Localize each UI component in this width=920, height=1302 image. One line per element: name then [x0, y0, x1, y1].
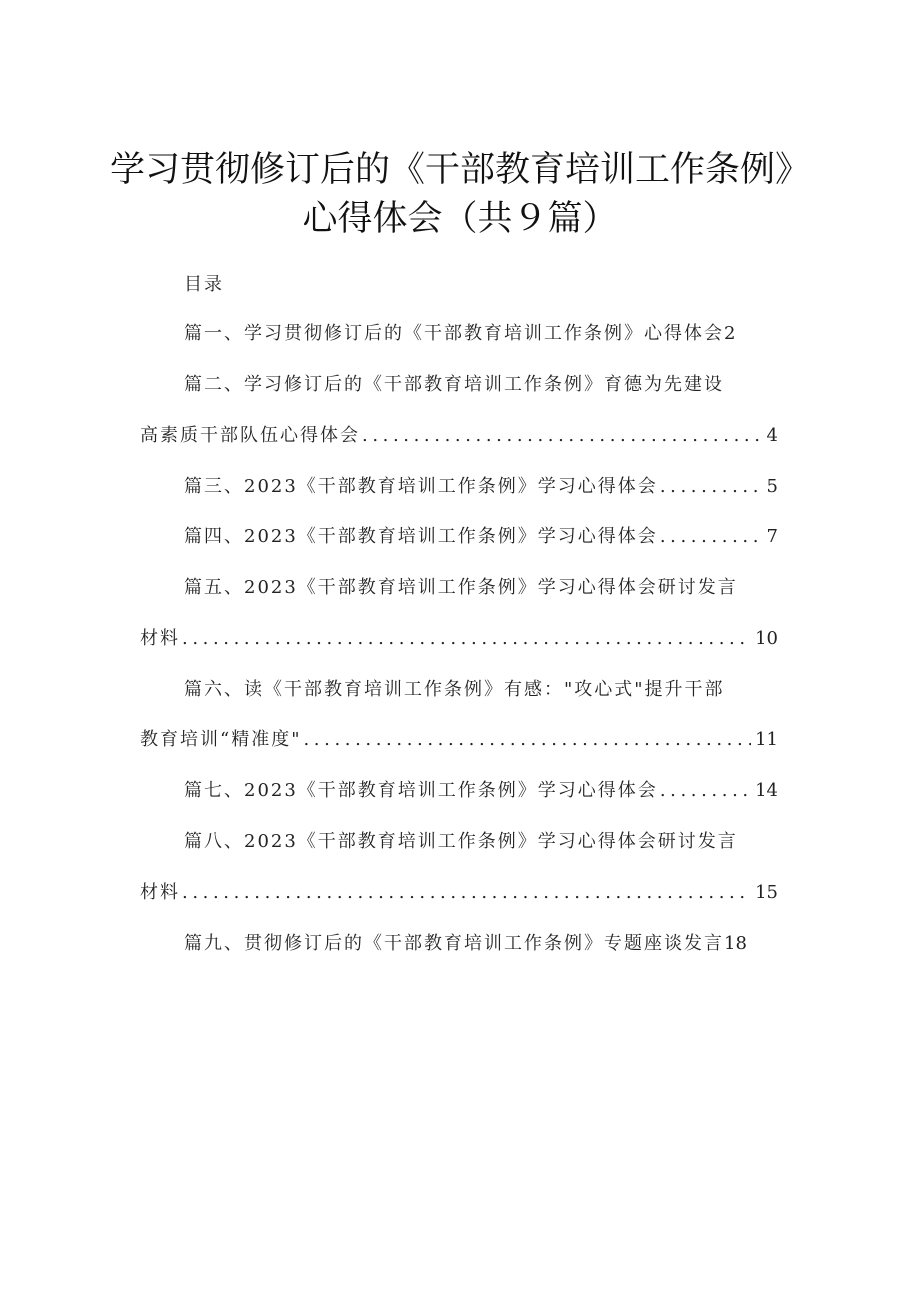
toc-item-text: 材料: [140, 628, 180, 649]
toc-item-2-line-1[interactable]: 篇二、学习修订后的《干部教育培训工作条例》育德为先建设: [184, 374, 724, 395]
toc-item-2-line-2[interactable]: [140, 423, 778, 449]
toc-item-9[interactable]: [184, 931, 747, 957]
toc-item-page: 10: [755, 628, 778, 649]
title-line-1: 学习贯彻修订后的《干部教育培训工作条例》: [109, 150, 810, 190]
toc-item-text: 篇四、2023《干部教育培训工作条例》学习心得体会: [184, 526, 658, 547]
leader-dots: [660, 778, 751, 804]
toc-item-text: 篇一、学习贯彻修订后的《干部教育培训工作条例》心得体会: [184, 323, 724, 344]
toc-item-text: 篇七、2023《干部教育培训工作条例》学习心得体会: [184, 780, 658, 801]
title-line-2: 心得体会（共９篇）: [302, 199, 618, 239]
toc-item-8-line-1[interactable]: 篇八、2023《干部教育培训工作条例》学习心得体会研讨发言: [184, 831, 738, 852]
toc-item-page: 2: [724, 323, 736, 344]
toc-item-3[interactable]: [184, 474, 778, 500]
toc-item-page: 15: [755, 882, 778, 903]
toc-item-5-line-2[interactable]: [140, 626, 778, 652]
toc-item-text: 教育培训“精准度": [140, 729, 302, 750]
toc-item-text: 高素质干部队伍心得体会: [140, 425, 360, 446]
toc-item-5-line-1[interactable]: 篇五、2023《干部教育培训工作条例》学习心得体会研讨发言: [184, 577, 738, 598]
toc-item-page: 18: [724, 933, 747, 954]
leader-dots: [182, 880, 751, 906]
toc-item-1[interactable]: [184, 321, 735, 347]
toc-item-4[interactable]: [184, 524, 778, 550]
leader-dots: [303, 727, 751, 753]
toc-heading: 目录: [184, 274, 224, 295]
leader-dots: [362, 423, 763, 449]
toc-item-page: 11: [755, 729, 778, 750]
toc-item-text: 篇九、贯彻修订后的《干部教育培训工作条例》专题座谈发言: [184, 933, 724, 954]
toc-item-6-line-1[interactable]: 篇六、读《干部教育培训工作条例》有感："攻心式"提升干部: [184, 679, 725, 700]
toc-item-page: 5: [766, 476, 778, 497]
toc-item-8-line-2[interactable]: [140, 880, 778, 906]
toc-item-page: 14: [755, 780, 778, 801]
toc-item-text: 材料: [140, 882, 180, 903]
leader-dots: [182, 626, 751, 652]
toc-item-text: 篇三、2023《干部教育培训工作条例》学习心得体会: [184, 476, 658, 497]
toc-item-7[interactable]: [184, 778, 778, 804]
leader-dots: [660, 474, 763, 500]
toc-item-page: 7: [766, 526, 778, 547]
toc-item-page: 4: [766, 425, 778, 446]
toc-item-6-line-2[interactable]: [140, 727, 778, 753]
leader-dots: [660, 524, 763, 550]
